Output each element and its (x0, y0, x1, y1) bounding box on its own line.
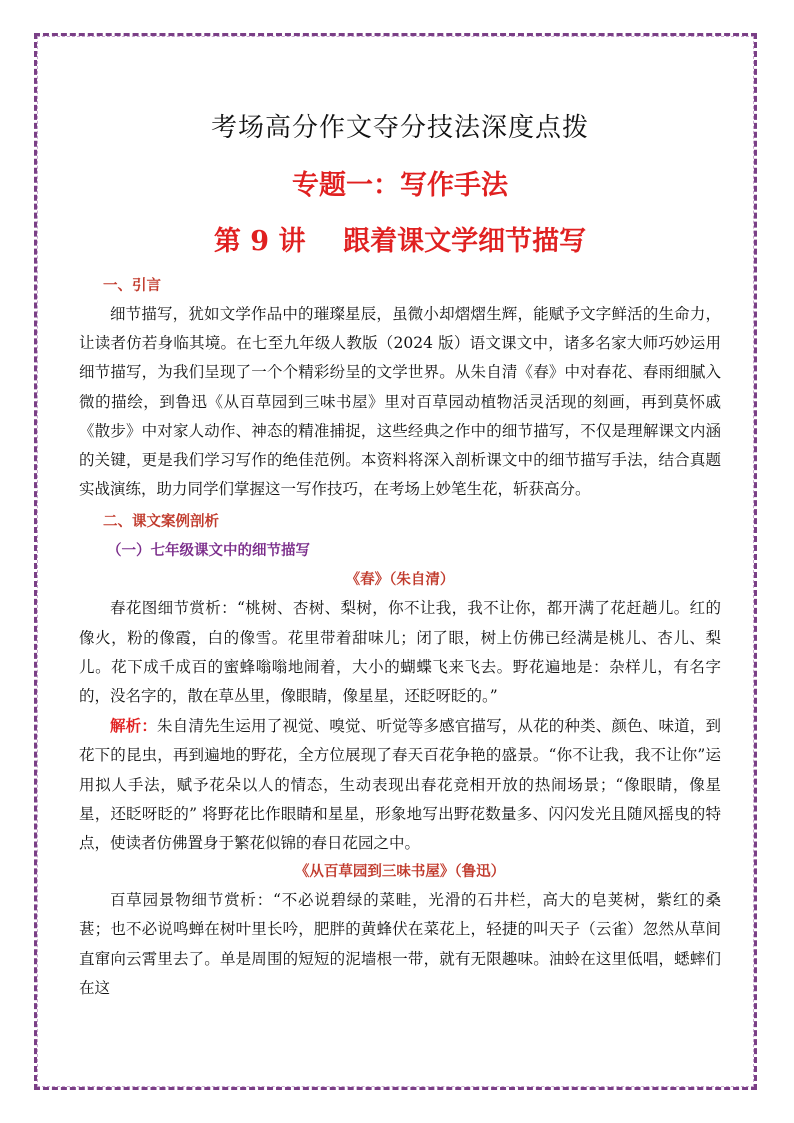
analysis-label: 解析： (110, 716, 158, 736)
grade7-heading: （一）七年级课文中的细节描写 (107, 542, 310, 560)
intro-paragraph: 细节描写，犹如文学作品中的璀璨星辰，虽微小却熠熠生辉，能赋予文字鲜活的生命力，让读者仿若身临其境。在七至九年级人教版（2024 版）语文课文中，诸多名家大师巧妙运用细节描写，为我们呈现了一个个精彩纷呈的文学世界。从朱自清《春》中对春花、春雨细腻入微的描绘，到鲁迅《从百草园到三味书屋》里对百草园动植物活灵活现的刻画，再到莫怀戚《散步》中对家人动作、神态的精准捕捉，这些经典之作中的细节描写，不仅是理解课文内涵的关键，更是我们学习写作的绝佳范例。本资料将深入剖析课文中的细节描写手法，结合真题实战演练，助力同学们掌握这一写作技巧，在考场上妙笔生花，斩获高分。 (79, 305, 721, 499)
topic-title: 专题一：写作手法 (292, 170, 508, 201)
intro-heading: 一、引言 (103, 277, 161, 294)
chun-title: 《春》（朱自清） (345, 571, 455, 589)
document-body (79, 105, 721, 1003)
baicaoyuan-title: 《从百草园到三味书屋》（鲁迅） (294, 863, 506, 881)
chun-analysis (79, 711, 721, 858)
baicaoyuan-appreciation: 百草园景物细节赏析：“不必说碧绿的菜畦，光滑的石井栏，高大的皂荚树，紫红的桑葚；也不必说鸣蝉在树叶里长吟，肥胖的黄蜂伏在菜花上，轻捷的叫天子（云雀）忽然从草间直窜向云霄里去了。单是周围的短短的泥墙根一带，就有无限趣味。油蛉在这里低唱，蟋蟀们在这 (79, 891, 721, 997)
chun-appreciation: 春花图细节赏析：“桃树、杏树、梨树，你不让我，我不让你，都开满了花赶趟儿。红的像火，粉的像霞，白的像雪。花里带着甜味儿；闭了眼，树上仿佛已经满是桃儿、杏儿、梨儿。花下成千成百的蜜蜂嗡嗡地闹着，大小的蝴蝶飞来飞去。野花遍地是：杂样儿，有名字的，没名字的，散在草丛里，像眼睛，像星星，还眨呀眨的。” (79, 599, 721, 706)
case-heading: 二、课文案例剖析 (103, 513, 219, 531)
document-title: 考场高分作文夺分技法深度点拨 (210, 113, 589, 143)
analysis-text: 朱自清先生运用了视觉、嗅觉、听觉等多感官描写，从花的种类、颜色、味道，到花下的昆虫，再到遍地的野花，全方位展现了春天百花争艳的盛景。“你不让我，我不让你”运用拟人手法，赋予花朵以人的情态，生动表现出春花竞相开放的热闹场景；“像眼睛，像星星，还眨呀眨的” 将野花比作眼睛和星星，形象地写出野花数量多、闪闪发光且随风摇曳的特点，使读者仿佛置身于繁花似锦的春日花园之中。 (79, 717, 721, 853)
lecture-title: 第 9 讲 跟着课文学细节描写 (213, 226, 587, 257)
